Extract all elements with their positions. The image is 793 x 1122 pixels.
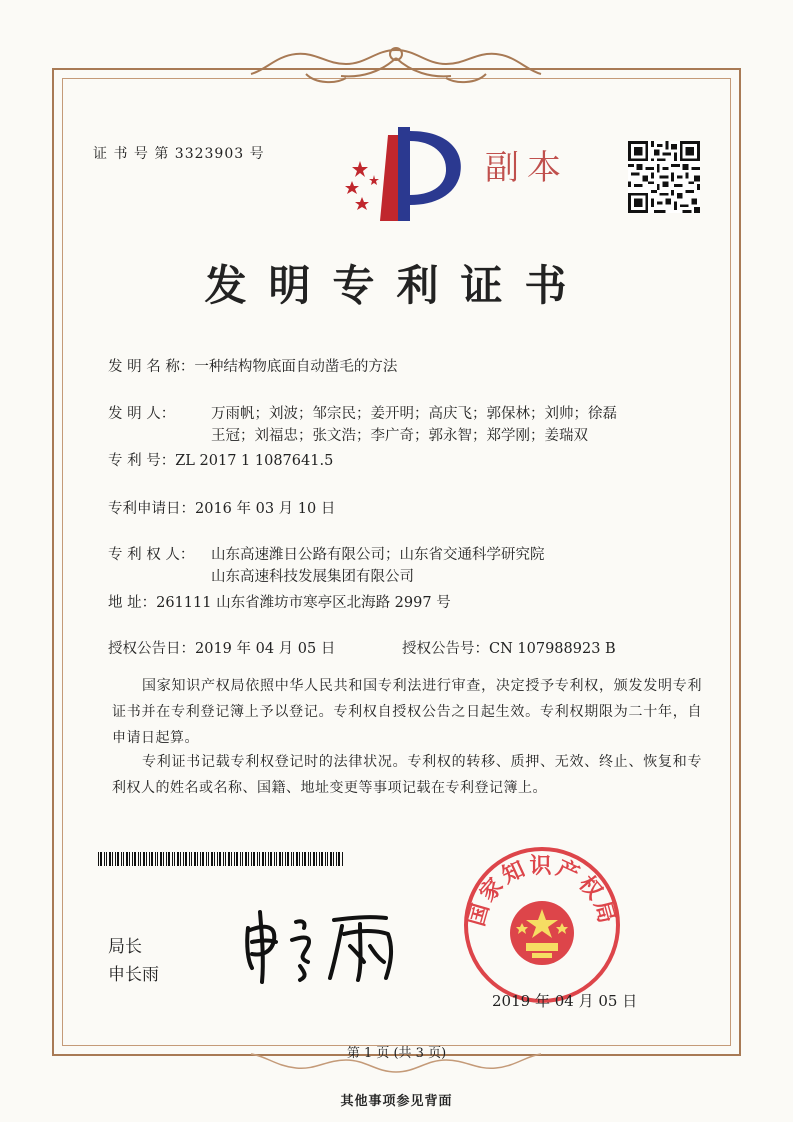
inventors-line-2: 王冠；刘福忠；张文浩；李广奇；郭永智；郑学刚；姜瑞双 [211,428,588,444]
invention-name-label: 发 明 名 称： [108,359,195,375]
handwritten-signature [238,906,408,986]
patent-no-label: 专 利 号： [108,453,176,469]
seal-date: 2019 年 04 月 05 日 [492,992,638,1010]
invention-name: 一种结构物底面自动凿毛的方法 [194,359,398,375]
grant-date: 2019 年 04 月 05 日 [195,641,336,657]
invention-name-row [108,355,397,376]
filing-date-label: 专利申请日： [108,501,195,517]
address-label: 地 址： [108,595,157,611]
top-ornament [246,44,546,90]
grant-no-label: 授权公告号： [402,641,489,657]
inventor-label: 发 明 人： [108,406,176,422]
inventors-line-1: 万雨帆；刘波；邹宗民；姜开明；高庆飞；郭保林；刘帅；徐磊 [211,406,617,422]
seal-text: 国家知识产权局 [464,854,620,929]
certificate-number: 证 书 号 第 3323903 号 [93,146,265,162]
grant-no: CN 107988923 B [489,641,616,657]
certificate-title: 发明专利证书 [204,261,589,310]
grant-no-row [402,637,616,658]
filing-date: 2016 年 03 月 10 日 [195,501,336,517]
filing-date-row [108,497,335,518]
statement-paragraph-2: 专利证书记载专利权登记时的法律状况。专利权的转移、质押、无效、终止、恢复和专利权人的姓名或名称、国籍、地址变更等事项记载在专利登记簿上。 [112,754,702,796]
qr-code [628,139,700,215]
patentee-label: 专 利 权 人： [108,547,195,563]
patentee-line-1: 山东高速潍日公路有限公司；山东省交通科学研究院 [211,547,545,563]
official-seal [462,845,622,1005]
page-number: 第 1 页 (共 3 页) [346,1046,447,1061]
patentee-line-2: 山东高速科技发展集团有限公司 [211,569,414,585]
patent-office-logo [340,125,470,225]
director-name: 申长雨 [108,965,159,985]
back-side-note: 其他事项参见背面 [340,1094,453,1109]
copy-mark: 副本 [485,148,569,188]
grant-date-label: 授权公告日： [108,641,195,657]
patent-no: ZL 2017 1 1087641.5 [175,453,334,469]
address: 261111 山东省潍坊市寒亭区北海路 2997 号 [156,595,451,611]
barcode [98,852,346,866]
director-title: 局长 [108,937,142,957]
address-row [108,591,451,612]
patent-no-row [108,449,333,470]
grant-date-row [108,637,335,658]
statement-paragraph-1: 国家知识产权局依照中华人民共和国专利法进行审查，决定授予专利权，颁发发明专利证书并在专利登记簿上予以登记。专利权自授权公告之日起生效。专利权期限为二十年，自申请日起算。 [112,678,702,746]
